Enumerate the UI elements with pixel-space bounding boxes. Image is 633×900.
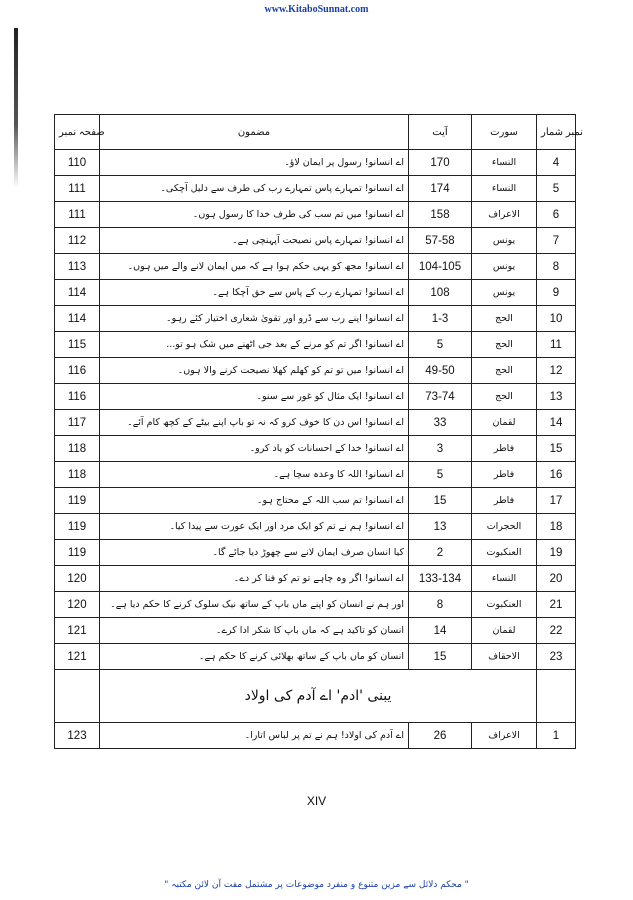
surah-cell: الحج bbox=[472, 384, 537, 410]
header-num: نمبر شمار bbox=[537, 115, 576, 150]
page-number-cell: 119 bbox=[55, 540, 100, 566]
ayah-cell: 174 bbox=[409, 176, 472, 202]
subject-cell: انسان کو ماں باپ کے ساتھ بھلائی کرنے کا حکم ہے۔ bbox=[100, 644, 409, 670]
surah-cell: فاطر bbox=[472, 488, 537, 514]
table-row bbox=[55, 592, 576, 618]
ayah-cell: 5 bbox=[409, 332, 472, 358]
ayah-cell: 15 bbox=[409, 644, 472, 670]
surah-cell: الاحقاف bbox=[472, 644, 537, 670]
table-row bbox=[55, 618, 576, 644]
subject-cell: اے انسانو! خدا کے احسانات کو یاد کرو۔ bbox=[100, 436, 409, 462]
section-title: یبنی 'ادم' اے آدم کی اولاد bbox=[100, 670, 537, 723]
ayah-cell: 14 bbox=[409, 618, 472, 644]
surah-cell: النساء bbox=[472, 566, 537, 592]
serial-cell: 11 bbox=[537, 332, 576, 358]
subject-cell: اے انسانو! تمہارے پاس نصیحت آپہنچی ہے۔ bbox=[100, 228, 409, 254]
serial-cell: 21 bbox=[537, 592, 576, 618]
page-number-cell: 118 bbox=[55, 462, 100, 488]
table-row bbox=[55, 410, 576, 436]
surah-cell: الحج bbox=[472, 306, 537, 332]
surah-cell: العنکبوت bbox=[472, 592, 537, 618]
page-number-cell: 112 bbox=[55, 228, 100, 254]
table-row bbox=[55, 150, 576, 176]
subject-cell: اے انسانو! اگر تم کو مرنے کے بعد جی اٹھنے میں شک ہو تو... bbox=[100, 332, 409, 358]
surah-cell: فاطر bbox=[472, 462, 537, 488]
header-page: صفحہ نمبر bbox=[55, 115, 100, 150]
surah-cell: العنکبوت bbox=[472, 540, 537, 566]
surah-cell: یونس bbox=[472, 280, 537, 306]
page-number-cell: 114 bbox=[55, 306, 100, 332]
ayah-cell: 2 bbox=[409, 540, 472, 566]
table-row bbox=[55, 254, 576, 280]
table-row bbox=[55, 202, 576, 228]
serial-cell: 5 bbox=[537, 176, 576, 202]
subject-cell: اے انسانو! رسول پر ایمان لاؤ۔ bbox=[100, 150, 409, 176]
ayah-cell: 170 bbox=[409, 150, 472, 176]
table-header-row bbox=[55, 115, 576, 150]
table-row bbox=[55, 462, 576, 488]
page-number-cell: 116 bbox=[55, 358, 100, 384]
subject-cell: اے آدم کی اولاد! ہم نے تم پر لباس اتارا۔ bbox=[100, 723, 409, 749]
surah-cell: لقمان bbox=[472, 618, 537, 644]
serial-cell: 16 bbox=[537, 462, 576, 488]
subject-cell: اے انسانو! اگر وہ چاہے تو تم کو فنا کر دے۔ bbox=[100, 566, 409, 592]
page-number-cell: 116 bbox=[55, 384, 100, 410]
table-row bbox=[55, 332, 576, 358]
subject-cell: اور ہم نے انسان کو اپنے ماں باپ کے ساتھ نیک سلوک کرنے کا حکم دیا ہے۔ bbox=[100, 592, 409, 618]
surah-cell: الحج bbox=[472, 332, 537, 358]
table-row bbox=[55, 306, 576, 332]
ayah-cell: 49-50 bbox=[409, 358, 472, 384]
serial-cell: 7 bbox=[537, 228, 576, 254]
subject-cell: اے انسانو! تمہارے پاس تمہارے رب کی طرف سے دلیل آچکی۔ bbox=[100, 176, 409, 202]
page-number-cell: 117 bbox=[55, 410, 100, 436]
table-row bbox=[55, 566, 576, 592]
serial-cell: 15 bbox=[537, 436, 576, 462]
subject-cell: اے انسانو! میں تو تم کو کھلم کھلا نصیحت کرنے والا ہوں۔ bbox=[100, 358, 409, 384]
table-row bbox=[55, 436, 576, 462]
section-page-cell bbox=[55, 670, 100, 723]
page-number-cell: 121 bbox=[55, 644, 100, 670]
ayah-cell: 8 bbox=[409, 592, 472, 618]
serial-cell: 23 bbox=[537, 644, 576, 670]
serial-cell: 19 bbox=[537, 540, 576, 566]
table-row bbox=[55, 176, 576, 202]
section-body bbox=[55, 723, 576, 749]
surah-cell: فاطر bbox=[472, 436, 537, 462]
ayah-cell: 104-105 bbox=[409, 254, 472, 280]
serial-cell: 1 bbox=[537, 723, 576, 749]
index-table bbox=[54, 114, 583, 749]
site-url[interactable]: www.KitaboSunnat.com bbox=[264, 4, 369, 15]
serial-cell: 22 bbox=[537, 618, 576, 644]
ayah-cell: 57-58 bbox=[409, 228, 472, 254]
table-row bbox=[55, 514, 576, 540]
scan-edge-mark bbox=[14, 28, 18, 188]
page-number-cell: 110 bbox=[55, 150, 100, 176]
serial-cell: 9 bbox=[537, 280, 576, 306]
ayah-cell: 33 bbox=[409, 410, 472, 436]
page-number-cell: 111 bbox=[55, 176, 100, 202]
surah-cell: النساء bbox=[472, 176, 537, 202]
page-number-cell: 123 bbox=[55, 723, 100, 749]
subject-cell: کیا انسان صرف ایمان لانے سے چھوڑ دیا جائے گا۔ bbox=[100, 540, 409, 566]
footer-note: " محکم دلائل سے مزین متنوع و منفرد موضوعات پر مشتمل مفت آن لائن مکتبہ " bbox=[164, 880, 469, 890]
subject-cell: اے انسانو! اللہ کا وعدہ سچا ہے۔ bbox=[100, 462, 409, 488]
ayah-cell: 133-134 bbox=[409, 566, 472, 592]
subject-cell: اے انسانو! ایک مثال کو غور سے سنو۔ bbox=[100, 384, 409, 410]
serial-cell: 12 bbox=[537, 358, 576, 384]
surah-cell: الحج bbox=[472, 358, 537, 384]
serial-cell: 14 bbox=[537, 410, 576, 436]
table-row bbox=[55, 384, 576, 410]
subject-cell: انسان کو تاکید ہے کہ ماں باپ کا شکر ادا کرے۔ bbox=[100, 618, 409, 644]
table-row bbox=[55, 358, 576, 384]
header-ayah: آیت bbox=[409, 115, 472, 150]
subject-cell: اے انسانو! اس دن کا خوف کرو کہ نہ تو باپ اپنے بیٹے کے کچھ کام آئے۔ bbox=[100, 410, 409, 436]
subject-cell: اے انسانو! میں تم سب کی طرف خدا کا رسول ہوں۔ bbox=[100, 202, 409, 228]
ayah-cell: 13 bbox=[409, 514, 472, 540]
serial-cell: 20 bbox=[537, 566, 576, 592]
page-number-cell: 121 bbox=[55, 618, 100, 644]
ayah-cell: 1-3 bbox=[409, 306, 472, 332]
serial-cell: 13 bbox=[537, 384, 576, 410]
table-row bbox=[55, 280, 576, 306]
surah-cell: الاعراف bbox=[472, 202, 537, 228]
ayah-cell: 3 bbox=[409, 436, 472, 462]
surah-cell: یونس bbox=[472, 228, 537, 254]
page-number-cell: 111 bbox=[55, 202, 100, 228]
page-number-cell: 120 bbox=[55, 566, 100, 592]
ayah-cell: 26 bbox=[409, 723, 472, 749]
serial-cell: 8 bbox=[537, 254, 576, 280]
subject-cell: اے انسانو! تمہارے رب کے پاس سے حق آچکا ہے۔ bbox=[100, 280, 409, 306]
surah-cell: لقمان bbox=[472, 410, 537, 436]
subject-cell: اے انسانو! مجھ کو یہی حکم ہوا ہے کہ میں ایمان لانے والے میں ہوں۔ bbox=[100, 254, 409, 280]
ayah-cell: 158 bbox=[409, 202, 472, 228]
surah-cell: الاعراف bbox=[472, 723, 537, 749]
serial-cell: 17 bbox=[537, 488, 576, 514]
page-number-cell: 119 bbox=[55, 514, 100, 540]
table-row bbox=[55, 540, 576, 566]
page-number-cell: 115 bbox=[55, 332, 100, 358]
section-heading-row bbox=[55, 670, 576, 723]
ayah-cell: 15 bbox=[409, 488, 472, 514]
table-row bbox=[55, 644, 576, 670]
table-body bbox=[55, 150, 576, 670]
table-row bbox=[55, 723, 576, 749]
ayah-cell: 5 bbox=[409, 462, 472, 488]
serial-cell: 6 bbox=[537, 202, 576, 228]
serial-cell: 4 bbox=[537, 150, 576, 176]
table-row bbox=[55, 228, 576, 254]
page-number-cell: 118 bbox=[55, 436, 100, 462]
serial-cell: 10 bbox=[537, 306, 576, 332]
page-number: XIV bbox=[306, 794, 327, 808]
table-row bbox=[55, 488, 576, 514]
page-number-cell: 120 bbox=[55, 592, 100, 618]
page-number-cell: 113 bbox=[55, 254, 100, 280]
header-subject: مضمون bbox=[100, 115, 409, 150]
subject-cell: اے انسانو! تم سب اللہ کے محتاج ہو۔ bbox=[100, 488, 409, 514]
page-number-cell: 114 bbox=[55, 280, 100, 306]
section-num-cell bbox=[537, 670, 576, 723]
surah-cell: النساء bbox=[472, 150, 537, 176]
serial-cell: 18 bbox=[537, 514, 576, 540]
surah-cell: یونس bbox=[472, 254, 537, 280]
ayah-cell: 108 bbox=[409, 280, 472, 306]
subject-cell: اے انسانو! ہم نے تم کو ایک مرد اور ایک عورت سے پیدا کیا۔ bbox=[100, 514, 409, 540]
surah-cell: الحجرات bbox=[472, 514, 537, 540]
subject-cell: اے انسانو! اپنے رب سے ڈرو اور تقویٰ شعاری اختیار کئے رہو۔ bbox=[100, 306, 409, 332]
header-surah: سورت bbox=[472, 115, 537, 150]
ayah-cell: 73-74 bbox=[409, 384, 472, 410]
page-number-cell: 119 bbox=[55, 488, 100, 514]
